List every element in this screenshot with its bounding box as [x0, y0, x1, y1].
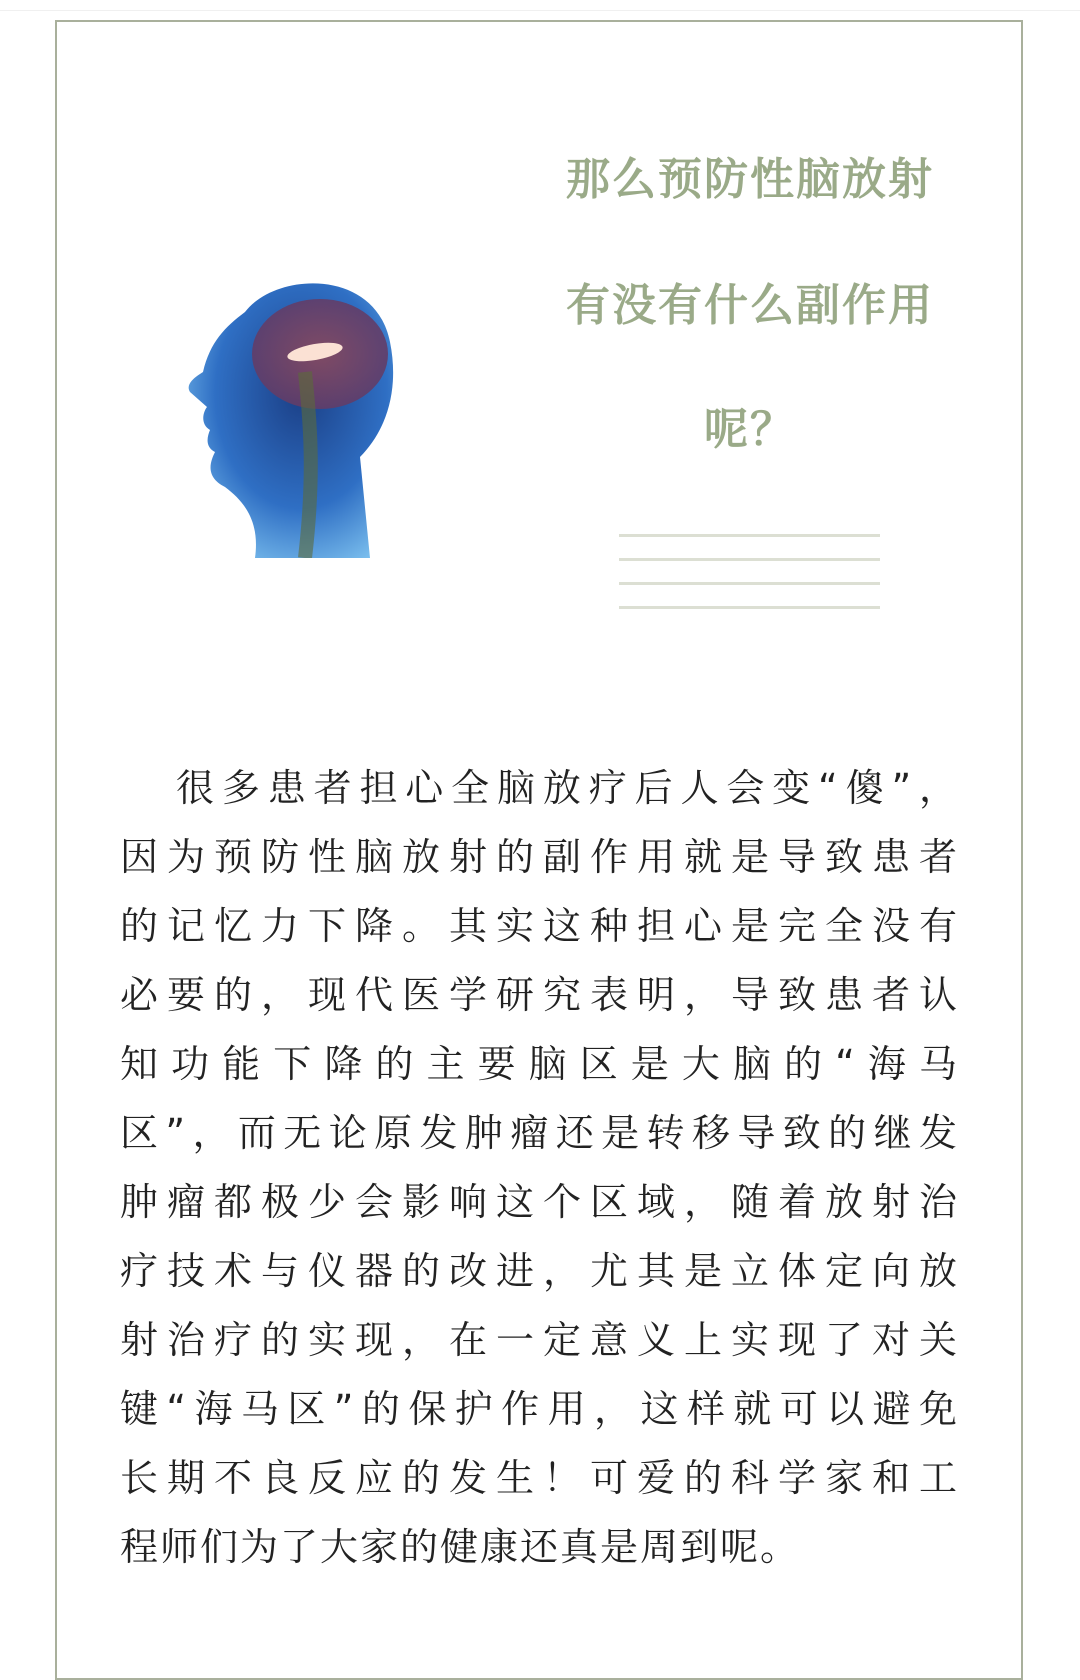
paragraph-line: 很多患者担心全脑放疗后人会变“傻”， — [176, 766, 957, 810]
paragraph-line: 长期不良反应的发生！可爱的科学家和工 — [120, 1456, 957, 1500]
divider-line — [619, 534, 880, 537]
top-bar — [0, 0, 1080, 11]
article-paragraph — [120, 760, 957, 1588]
paragraph-line: 键“海马区”的保护作用，这样就可以避免 — [120, 1387, 957, 1431]
paragraph-line: 疗技术与仪器的改进，尤其是立体定向放 — [120, 1249, 957, 1293]
heading-line-3: 呢？ — [704, 404, 796, 455]
paragraph-line: 区”，而无论原发肿瘤还是转移导致的继发 — [120, 1111, 957, 1155]
divider-line — [619, 606, 880, 609]
divider-line — [619, 582, 880, 585]
paragraph-line: 射治疗的实现，在一定意义上实现了对关 — [120, 1318, 957, 1362]
paragraph-line: 因为预防性脑放射的副作用就是导致患者 — [120, 835, 957, 879]
heading-line-2: 有没有什么副作用 — [566, 280, 934, 331]
paragraph-line: 肿瘤都极少会影响这个区域，随着放射治 — [120, 1180, 957, 1224]
brain-head-icon — [185, 272, 440, 558]
paragraph-line: 的记忆力下降。其实这种担心是完全没有 — [120, 904, 957, 948]
paragraph-line: 知功能下降的主要脑区是大脑的“海马 — [120, 1042, 957, 1086]
paragraph-line: 必要的，现代医学研究表明，导致患者认 — [120, 973, 957, 1017]
paragraph-line: 程师们为了大家的健康还真是周到呢。 — [120, 1525, 801, 1569]
divider-line — [619, 558, 880, 561]
heading-line-1: 那么预防性脑放射 — [566, 154, 934, 205]
